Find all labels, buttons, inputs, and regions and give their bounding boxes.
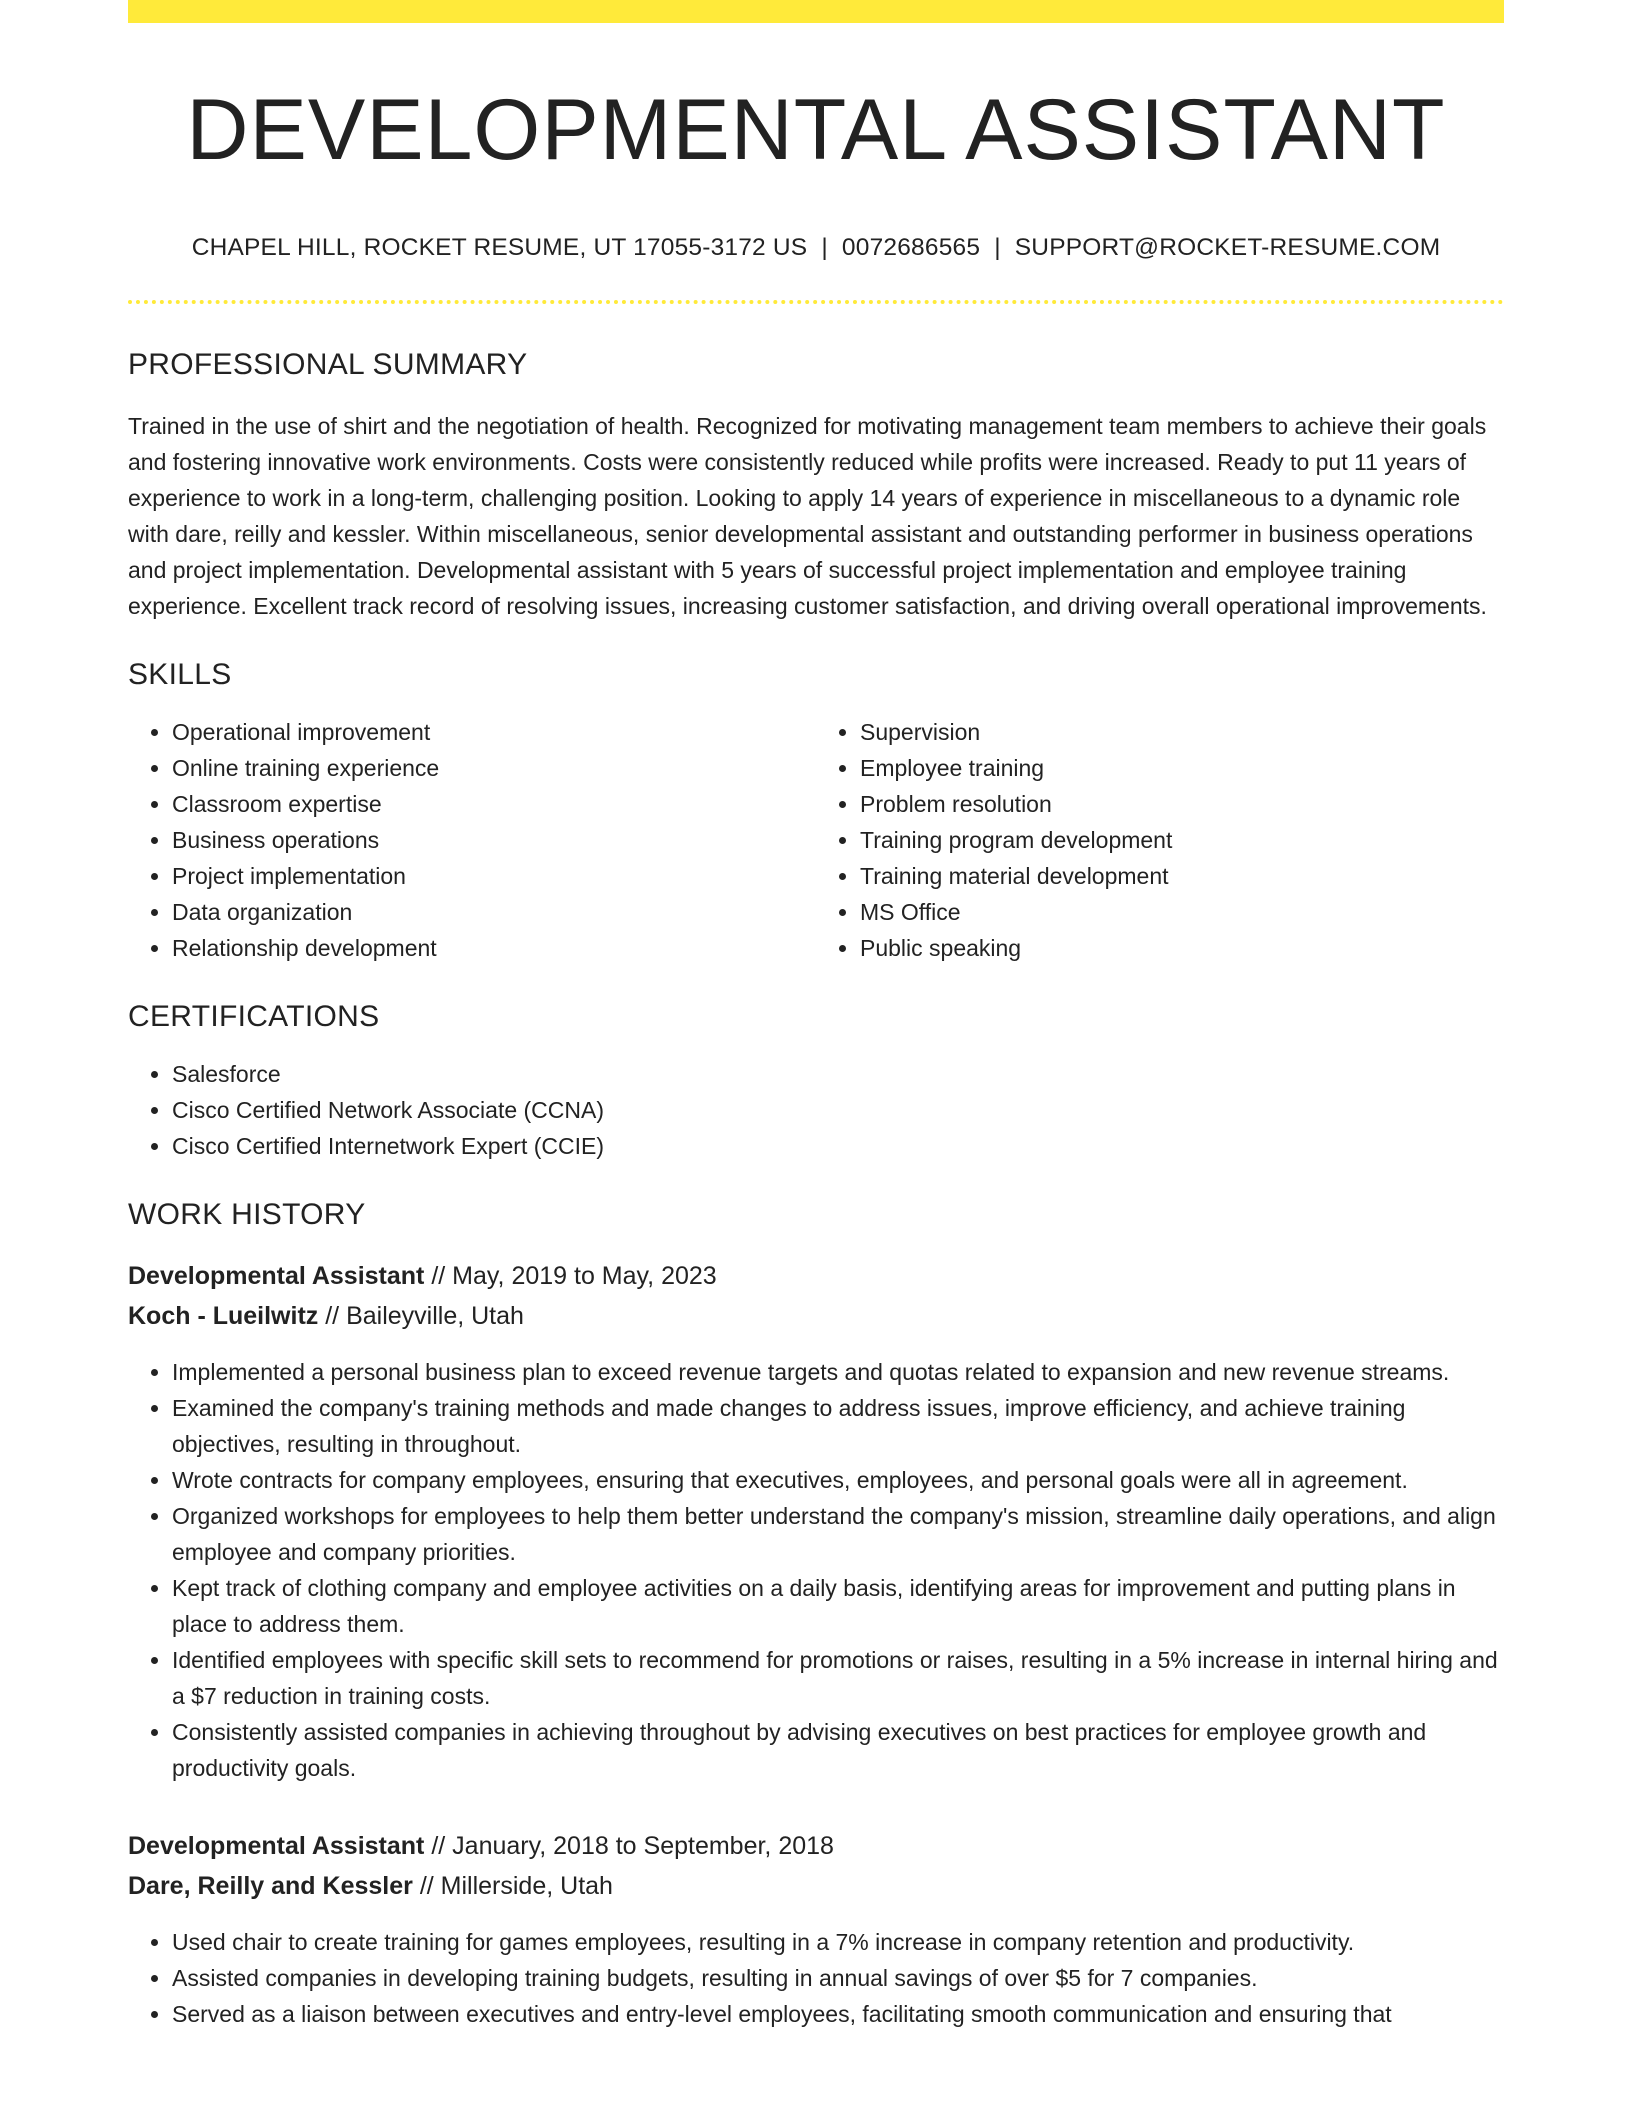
job-dates: // May, 2019 to May, 2023 [431, 1261, 717, 1290]
skill-item: • Problem resolution [860, 786, 1504, 822]
resume-page [128, 0, 1504, 2032]
work-history-heading: WORK HISTORY [128, 1197, 366, 1231]
job-title-line [128, 1826, 1504, 1866]
job-company-line [128, 1866, 1504, 1906]
work-history-section [128, 1198, 1504, 2032]
summary-text: Trained in the use of shirt and the negotiation of health. Recognized for motivating management team members to achieve their goals and fostering innovative work environments. Costs were consistently reduced while profits were increased. Ready to put 11 years of experience to work in a long-term, challenging position. Looking to apply 14 years of experience in miscellaneous to a dynamic role with dare, reilly and kessler. Within miscellaneous, senior developmental assistant and outstanding performer in business operations and project implementation. Developmental assistant with 5 years of successful project implementation and employee training experience. Excellent track record of resolving issues, increasing customer satisfaction, and driving overall operational improvements. [128, 412, 1487, 619]
skill-item: • Operational improvement [172, 714, 816, 750]
skills-list-right [816, 714, 1504, 966]
skill-item: • Training program development [860, 822, 1504, 858]
skill-item: • Classroom expertise [172, 786, 816, 822]
summary-section [128, 348, 1504, 624]
summary-heading: PROFESSIONAL SUMMARY [128, 347, 528, 381]
skills-section [128, 658, 1504, 966]
job-bullet: • Organized workshops for employees to help them better understand the company's mission, streamline daily operations, and align employee and company priorities. [172, 1498, 1504, 1570]
certifications-heading: CERTIFICATIONS [128, 999, 380, 1033]
skills-columns [128, 714, 1504, 966]
job-bullets [128, 1924, 1504, 2032]
skill-item: • Supervision [860, 714, 1504, 750]
job-bullets [128, 1354, 1504, 1786]
job-title: Developmental Assistant [128, 1261, 425, 1290]
job-company-line [128, 1296, 1504, 1336]
skill-item: • Relationship development [172, 930, 816, 966]
job-bullet: • Consistently assisted companies in achieving throughout by advising executives on best practices for employee growth and productivity goals. [172, 1714, 1504, 1786]
skill-item: • Training material development [860, 858, 1504, 894]
job-bullet: • Examined the company's training methods and made changes to address issues, improve efficiency, and achieve training objectives, resulting in throughout. [172, 1390, 1504, 1462]
job-dates: // January, 2018 to September, 2018 [431, 1831, 834, 1860]
job-entry [128, 1256, 1504, 1786]
contact-address: CHAPEL HILL, ROCKET RESUME, UT 17055-3172 US [191, 233, 808, 261]
job-company: Dare, Reilly and Kessler [128, 1871, 413, 1900]
top-accent-bar [128, 0, 1504, 23]
certification-item: • Cisco Certified Network Associate (CCNA) [172, 1092, 1504, 1128]
job-bullet: • Wrote contracts for company employees, ensuring that executives, employees, and personal goals were all in agreement. [172, 1462, 1504, 1498]
job-location: // Baileyville, Utah [325, 1301, 524, 1330]
contact-email: SUPPORT@ROCKET-RESUME.COM [1014, 233, 1441, 261]
contact-phone: 0072686565 [841, 233, 981, 261]
certifications-list [128, 1056, 1504, 1164]
contact-separator: | [994, 233, 1001, 261]
job-bullet: • Served as a liaison between executives and entry-level employees, facilitating smooth communication and ensuring that [172, 1996, 1504, 2032]
job-bullet: • Used chair to create training for games employees, resulting in a 7% increase in company retention and productivity. [172, 1924, 1504, 1960]
certification-item: • Cisco Certified Internetwork Expert (CCIE) [172, 1128, 1504, 1164]
job-title: Developmental Assistant [128, 1831, 425, 1860]
resume-title: DEVELOPMENTAL ASSISTANT [186, 82, 1446, 178]
skills-heading: SKILLS [128, 657, 232, 691]
contact-separator: | [821, 233, 828, 261]
contact-line [128, 234, 1504, 262]
job-bullet: • Kept track of clothing company and employee activities on a daily basis, identifying areas for improvement and putting plans in place to address them. [172, 1570, 1504, 1642]
skill-item: • Business operations [172, 822, 816, 858]
skill-item: • Project implementation [172, 858, 816, 894]
skill-item: • MS Office [860, 894, 1504, 930]
job-bullet: • Assisted companies in developing training budgets, resulting in annual savings of over $5 for 7 companies. [172, 1960, 1504, 1996]
job-entry [128, 1826, 1504, 2032]
skill-item: • Data organization [172, 894, 816, 930]
header-divider [128, 300, 1504, 304]
skill-item: • Public speaking [860, 930, 1504, 966]
certification-item: • Salesforce [172, 1056, 1504, 1092]
job-bullet: • Identified employees with specific skill sets to recommend for promotions or raises, resulting in a 5% increase in internal hiring and a $7 reduction in training costs. [172, 1642, 1504, 1714]
job-bullet: • Implemented a personal business plan to exceed revenue targets and quotas related to expansion and new revenue streams. [172, 1354, 1504, 1390]
certifications-section [128, 1000, 1504, 1164]
job-company: Koch - Lueilwitz [128, 1301, 319, 1330]
skill-item: • Employee training [860, 750, 1504, 786]
skill-item: • Online training experience [172, 750, 816, 786]
job-location: // Millerside, Utah [419, 1871, 613, 1900]
job-title-line [128, 1256, 1504, 1296]
skills-list-left [128, 714, 816, 966]
